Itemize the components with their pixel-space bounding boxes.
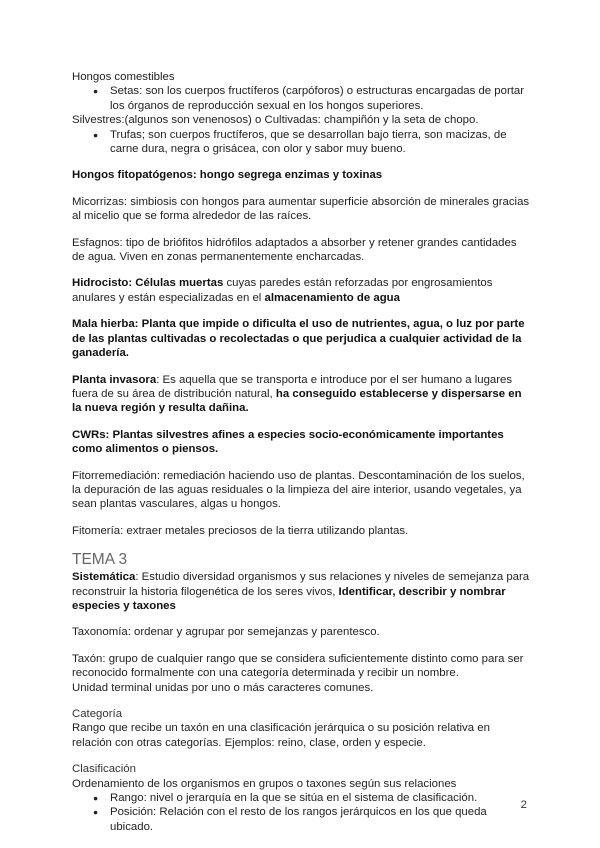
unidad-paragraph: Unidad terminal unidas por uno o más caracteres comunes. <box>72 681 374 694</box>
hidrocisto-paragraph: Hidrocisto: Células muertas cuyas paredes están reforzadas por engrosamientos anulares y están especializadas en el almacenamiento de agua <box>72 277 493 304</box>
cwrs-paragraph: CWRs: Plantas silvestres afines a especies socio-económicamente importantes como alimentos o piensos. <box>72 428 504 456</box>
page-number: 2 <box>520 799 527 811</box>
setas-item: ● Setas: son los cuerpos fructíferos (carpóforos) o estructuras encargadas de portar los órganos de reproducción sexual en los hongos superiores. <box>110 84 532 113</box>
categoria-text: Rango que recibe un taxón en una clasificación jerárquica o su posición relativa en relación con otras categorías. Ejemplos: reino, clase, orden y especie. <box>72 722 490 749</box>
fitopatogenos-paragraph: Hongos fitopatógenos: hongo segrega enzimas y toxinas <box>72 169 383 182</box>
clasificacion-text: Ordenamiento de los organismos en grupos o taxones según sus relaciones <box>72 777 457 790</box>
categoria-title: Categoría <box>72 708 123 720</box>
trufas-list <box>72 128 532 157</box>
esfagnos-paragraph: Esfagnos: tipo de briófitos hidrófilos adaptados a absorber y retener grandes cantidades de agua. Viven en zonas permanentemente encharcadas. <box>72 236 517 264</box>
planta-invasora-paragraph: Planta invasora: Es aquella que se transporta e introduce por el ser humano a lugares fuera de su área de distribución natural, ha conseguido establecerse y dispersarse en la nueva región y resulta dañina. <box>72 373 522 415</box>
micorrizas-paragraph: Micorrizas: simbiosis con hongos para aumentar superficie absorción de minerales gracias al micelio que se forma alrededor de las raíces. <box>72 195 530 223</box>
silvestres-line: Silvestres:(algunos son venenosos) o Cultivadas: champiñón y la seta de chopo. <box>72 114 479 127</box>
tema-heading: TEMA 3 <box>72 551 128 569</box>
sistematica-paragraph: Sistemática: Estudio diversidad organismos y sus relaciones y niveles de semejanza para reconstruir la historia filogenética de los seres vivos, Identificar, describir y nombrar especies y taxones <box>72 571 530 612</box>
clasificacion-title: Clasificación <box>72 763 136 776</box>
taxon-paragraph: Taxón: grupo de cualquier rango que se considera suficientemente distinto como para ser reconocido formalmente con una categoría determinada y recibir un nombre. <box>72 652 524 680</box>
hongos-comestibles-title: Hongos comestibles <box>72 71 175 83</box>
clasificacion-list <box>72 791 532 834</box>
posicion-item: ● Posición: Relación con el resto de los rangos jerárquicos en los que queda ubicado. <box>110 805 532 834</box>
taxonomia-paragraph: Taxonomía: ordenar y agrupar por semejanzas y parentesco. <box>72 626 380 639</box>
mala-hierba-paragraph: Mala hierba: Planta que impide o dificulta el uso de nutrientes, agua, o luz por parte de las plantas cultivadas o recolectadas o que perjudica a cualquier actividad de la ganadería. <box>72 318 525 360</box>
document-page <box>72 70 532 834</box>
trufas-item: ● Trufas; son cuerpos fructíferos, que se desarrollan bajo tierra, son macizas, de carne dura, negra o grisácea, con olor y sabor muy bueno. <box>110 128 532 157</box>
rango-item: ● Rango: nivel o jerarquía en la que se sitúa en el sistema de clasificación. <box>110 791 532 805</box>
fitomeria-paragraph: Fitomería: extraer metales preciosos de la tierra utilizando plantas. <box>72 524 409 537</box>
hongos-list <box>72 84 532 113</box>
fitorremediacion-paragraph: Fitorremediación: remediación haciendo uso de plantas. Descontaminación de los suelos, la depuración de las aguas residuales o la limpieza del aire interior, usando vegetales, ya sean plantas vasculares, algas u hongos. <box>72 469 525 511</box>
